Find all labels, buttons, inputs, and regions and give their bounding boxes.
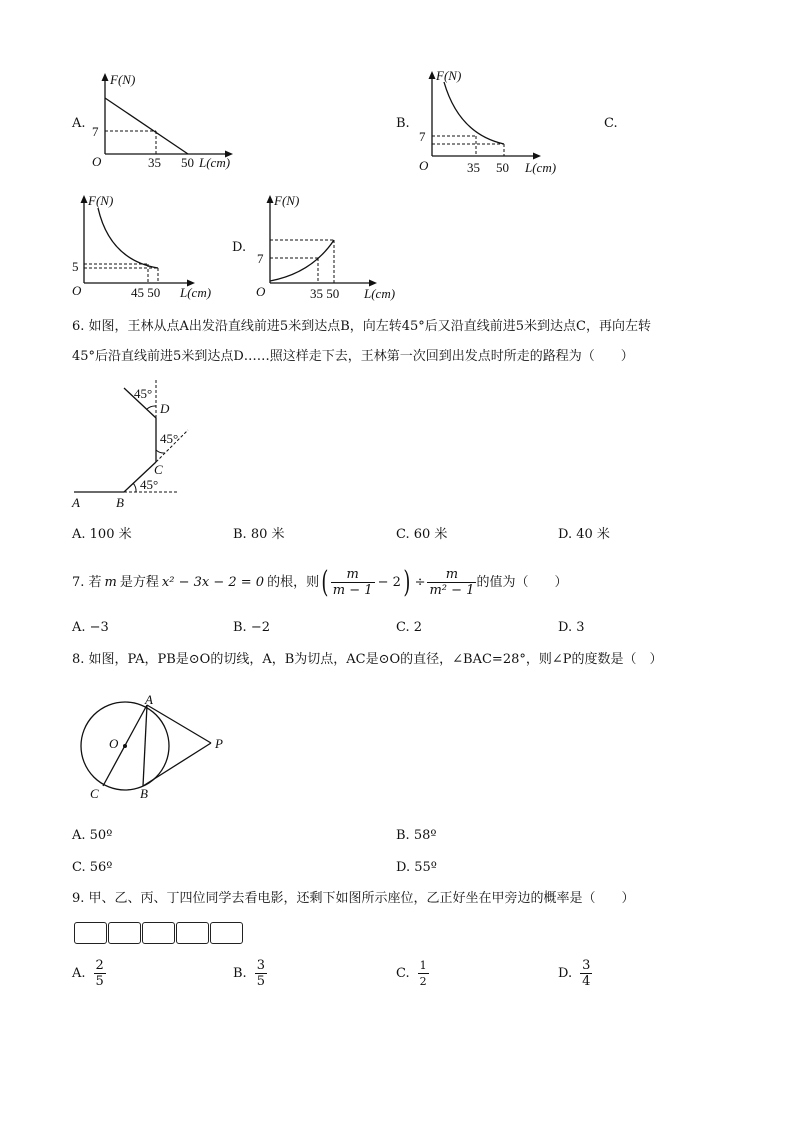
q7-prefix: 7. 若 (72, 574, 102, 590)
q8-label-o: O (109, 736, 119, 751)
q8-option-c: C. 56º (72, 860, 113, 875)
q5-d-l-axis: L(cm) (364, 286, 396, 301)
q7-div: ÷ (414, 574, 426, 590)
q5-graph-d (252, 188, 412, 302)
q7-after-eq: 的根，则 (267, 574, 320, 590)
q9-option-b-letter: B. (233, 965, 247, 981)
q5-d-y7: 7 (257, 251, 264, 266)
q5-d-x: 35 50 (310, 286, 340, 301)
q5-a-x35: 35 (148, 155, 161, 170)
q7-minus2: − 2 (377, 574, 401, 590)
q5-graph-b (414, 64, 574, 180)
q6-label-b: B (116, 495, 124, 510)
q5-graph-c (68, 190, 228, 302)
seat (74, 922, 107, 944)
q7-frac1-num: m (331, 567, 375, 583)
q8-circle-figure (76, 690, 236, 802)
q9-b-den: 5 (256, 974, 265, 989)
q9-option-d-letter: D. (558, 965, 573, 981)
q5-option-a-label: A. (72, 116, 86, 131)
q7-equation: x² − 3x − 2 = 0 (161, 574, 265, 590)
q6-text-line1: 6. 如图，王林从点A出发沿直线前进5米到达点B，向左转45°后又沿直线前进5米到达点C，再向左转 (72, 319, 652, 334)
q9-option-a (72, 958, 106, 989)
q5-a-f-axis: F(N) (110, 72, 136, 87)
q6-angle2: 45° (160, 431, 179, 446)
q7-option-a: A. −3 (72, 620, 109, 635)
q7-question (72, 564, 568, 600)
q6-angle1: 45° (140, 477, 159, 492)
q7-paren-open: ( (321, 564, 329, 600)
q9-option-c-letter: C. (396, 965, 410, 981)
q5-b-origin: O (419, 158, 429, 173)
q9-d-num: 3 (582, 958, 591, 973)
q9-option-c-fraction (418, 958, 429, 989)
q7-frac2-num: m (427, 567, 476, 583)
q7-option-d: D. 3 (558, 620, 585, 635)
q8-label-b: B (140, 786, 148, 801)
q5-c-f-axis: F(N) (88, 193, 114, 208)
seat (176, 922, 209, 944)
q9-option-a-letter: A. (72, 965, 86, 981)
q9-option-c (396, 958, 429, 989)
seat (142, 922, 175, 944)
q6-label-a: A (72, 495, 80, 510)
q8-option-b: B. 58º (396, 828, 437, 843)
q5-a-x50: 50 (181, 155, 194, 170)
q9-b-num: 3 (256, 958, 265, 973)
q6-path-figure (70, 380, 210, 514)
q7-suffix: 的值为（ ） (476, 574, 568, 590)
q5-b-x35: 35 (467, 160, 480, 175)
q8-text: 8. 如图，PA，PB是⊙O的切线，A，B为切点，AC是⊙O的直径，∠BAC=28°，则∠P的度数是（ ） (72, 652, 663, 667)
seat (210, 922, 243, 944)
q7-frac2-den: m² − 1 (429, 583, 475, 598)
q8-label-p: P (215, 736, 223, 751)
q6-option-a: A. 100 米 (72, 527, 132, 542)
q9-a-den: 5 (95, 974, 104, 989)
q5-b-y7: 7 (419, 129, 426, 144)
q9-d-den: 4 (582, 974, 591, 989)
q5-graph-a (88, 70, 248, 178)
q5-option-b-label: B. (396, 116, 410, 131)
q9-text: 9. 甲、乙、丙、丁四位同学去看电影，还剩下如图所示座位，乙正好坐在甲旁边的概率是（ ） (72, 891, 635, 906)
q6-label-c: C (154, 462, 163, 477)
q9-option-b (233, 958, 267, 989)
q9-seat-row (74, 922, 244, 944)
q5-a-origin: O (92, 154, 102, 169)
q7-fraction-2 (427, 567, 476, 598)
q5-c-origin: O (72, 283, 82, 298)
q7-paren-close: ) (403, 564, 411, 600)
seat (108, 922, 141, 944)
q9-option-d (558, 958, 592, 989)
q7-fraction-1 (331, 567, 375, 598)
q9-a-num: 2 (95, 958, 104, 973)
q9-option-d-fraction (580, 958, 592, 989)
q5-b-l-axis: L(cm) (525, 160, 557, 175)
q6-option-b: B. 80 米 (233, 527, 285, 542)
q8-label-c: C (90, 786, 99, 801)
q7-option-b: B. −2 (233, 620, 270, 635)
q9-c-den: 2 (419, 975, 427, 988)
q7-mid: 是方程 (119, 574, 159, 590)
q8-option-a: A. 50º (72, 828, 113, 843)
q6-angle3: 45° (134, 386, 153, 401)
q5-c-l-axis: L(cm) (180, 285, 212, 300)
q5-c-y5: 5 (72, 259, 79, 274)
q5-option-d-label: D. (232, 240, 247, 255)
q5-c-x: 45 50 (131, 285, 161, 300)
q7-option-c: C. 2 (396, 620, 423, 635)
q9-option-b-fraction (255, 958, 267, 989)
q6-option-c: C. 60 米 (396, 527, 448, 542)
q5-b-x50: 50 (496, 160, 509, 175)
q5-d-origin: O (256, 284, 266, 299)
q8-label-a: A (145, 692, 153, 707)
q9-c-num: 1 (419, 959, 427, 972)
q9-option-a-fraction (94, 958, 106, 989)
q5-d-f-axis: F(N) (274, 193, 300, 208)
q5-b-f-axis: F(N) (436, 68, 462, 83)
q7-frac1-den: m − 1 (332, 583, 373, 598)
q5-a-l-axis: L(cm) (199, 155, 231, 170)
q6-option-d: D. 40 米 (558, 527, 610, 542)
q7-var-m: m (104, 574, 117, 590)
q8-option-d: D. 55º (396, 860, 437, 875)
q5-option-c-label: C. (604, 116, 618, 131)
q6-label-d: D (160, 401, 170, 416)
q6-text-line2: 45°后沿直线前进5米到达点D……照这样走下去，王林第一次回到出发点时所走的路程为（ ） (72, 349, 634, 364)
q5-a-y7: 7 (92, 124, 99, 139)
